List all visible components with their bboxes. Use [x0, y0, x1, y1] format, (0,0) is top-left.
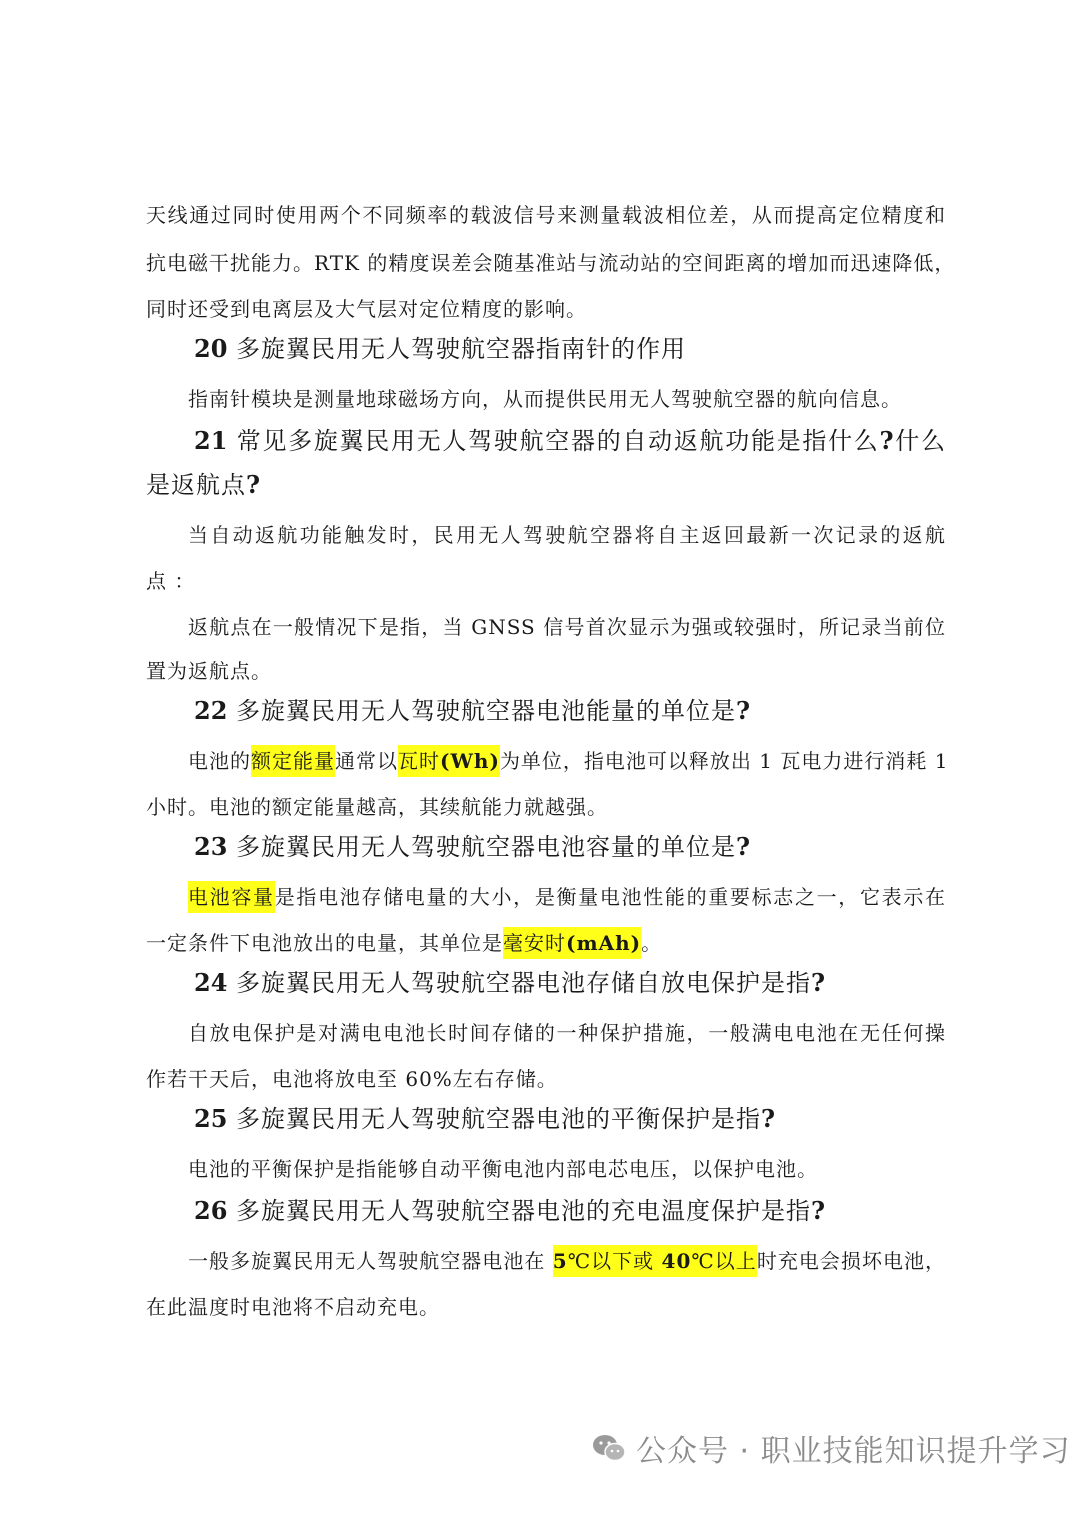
- question-24-heading: 24 多旋翼民用无人驾驶航空器电池存储自放电保护是指?: [194, 968, 827, 997]
- answer-21-line-3: 返航点在一般情况下是指，当 GNSS 信号首次显示为强或较强时，所记录当前位: [188, 615, 946, 639]
- answer-21-line-4: 置为返航点。: [146, 659, 272, 683]
- question-title: 多旋翼民用无人驾驶航空器电池的充电温度保护是指: [236, 1197, 812, 1225]
- question-22-heading: 22 多旋翼民用无人驾驶航空器电池能量的单位是?: [194, 696, 752, 725]
- question-title: 常见多旋翼民用无人驾驶航空器的自动返航功能是指什么: [236, 427, 880, 455]
- watermark-text: 公众号 · 职业技能知识提升学习: [636, 1434, 1071, 1469]
- question-23-heading: 23 多旋翼民用无人驾驶航空器电池容量的单位是?: [194, 832, 752, 861]
- question-number: 24: [194, 968, 228, 997]
- answer-20: 指南针模块是测量地球磁场方向，从而提供民用无人驾驶航空器的航向信息。: [188, 387, 902, 411]
- question-title: 多旋翼民用无人驾驶航空器电池容量的单位是: [236, 833, 737, 861]
- answer-22-line-1: 电池的额定能量通常以瓦时(Wh)为单位，指电池可以释放出 1 瓦电力进行消耗 1: [188, 746, 946, 776]
- highlight-battery-capacity: 电池容量: [188, 881, 275, 913]
- question-title: 多旋翼民用无人驾驶航空器电池存储自放电保护是指: [236, 969, 812, 997]
- question-number: 20: [194, 334, 228, 363]
- question-number: 21: [194, 426, 228, 455]
- answer-26-line-2: 在此温度时电池将不启动充电。: [146, 1295, 440, 1319]
- wechat-icon: [592, 1433, 626, 1463]
- highlight-rated-energy: 额定能量: [251, 745, 335, 777]
- question-title: 多旋翼民用无人驾驶航空器电池的平衡保护是指: [236, 1105, 762, 1133]
- answer-26-line-1: 一般多旋翼民用无人驾驶航空器电池在 5℃以下或 40℃以上时充电会损坏电池，: [188, 1246, 946, 1276]
- answer-23-line-2: 一定条件下电池放出的电量，其单位是毫安时(mAh)。: [146, 928, 946, 958]
- question-title: 多旋翼民用无人驾驶航空器电池能量的单位是: [236, 697, 737, 725]
- question-number: 23: [194, 832, 228, 861]
- question-21-heading-line-1: 21 常见多旋翼民用无人驾驶航空器的自动返航功能是指什么?什么: [194, 426, 946, 455]
- question-number: 26: [194, 1196, 228, 1225]
- answer-21-line-1: 当自动返航功能触发时，民用无人驾驶航空器将自主返回最新一次记录的返航: [188, 523, 946, 547]
- intro-line-2: 抗电磁干扰能力。RTK 的精度误差会随基准站与流动站的空间距离的增加而迅速降低，: [146, 251, 956, 275]
- question-25-heading: 25 多旋翼民用无人驾驶航空器电池的平衡保护是指?: [194, 1104, 777, 1133]
- question-20-heading: [194, 332, 946, 366]
- question-number: 22: [194, 696, 228, 725]
- question-21-heading-line-2: 是返航点?: [146, 470, 262, 499]
- highlight-watt-hour: 瓦时(Wh): [398, 745, 500, 777]
- highlight-temperature-range: 5℃以下或 40℃以上: [553, 1245, 757, 1277]
- question-26-heading: 26 多旋翼民用无人驾驶航空器电池的充电温度保护是指?: [194, 1196, 827, 1225]
- answer-22-line-2: 小时。电池的额定能量越高，其续航能力就越强。: [146, 795, 608, 819]
- intro-line-1: 天线通过同时使用两个不同频率的载波信号来测量载波相位差，从而提高定位精度和: [146, 203, 946, 227]
- answer-25: 电池的平衡保护是指能够自动平衡电池内部电芯电压，以保护电池。: [188, 1157, 818, 1181]
- answer-21-line-2: 点 ：: [146, 569, 196, 593]
- watermark: [592, 1428, 1071, 1468]
- highlight-milliamp-hour: 毫安时(mAh): [503, 927, 641, 959]
- question-title: 多旋翼民用无人驾驶航空器指南针的作用: [236, 335, 687, 363]
- intro-line-3: 同时还受到电离层及大气层对定位精度的影响。: [146, 297, 587, 321]
- answer-24-line-2: 作若干天后，电池将放电至 60%左右存储。: [146, 1067, 558, 1091]
- answer-24-line-1: 自放电保护是对满电电池长时间存储的一种保护措施，一般满电电池在无任何操: [188, 1021, 946, 1045]
- answer-23-line-1: 电池容量是指电池存储电量的大小，是衡量电池性能的重要标志之一，它表示在: [188, 882, 946, 912]
- question-number: 25: [194, 1104, 228, 1133]
